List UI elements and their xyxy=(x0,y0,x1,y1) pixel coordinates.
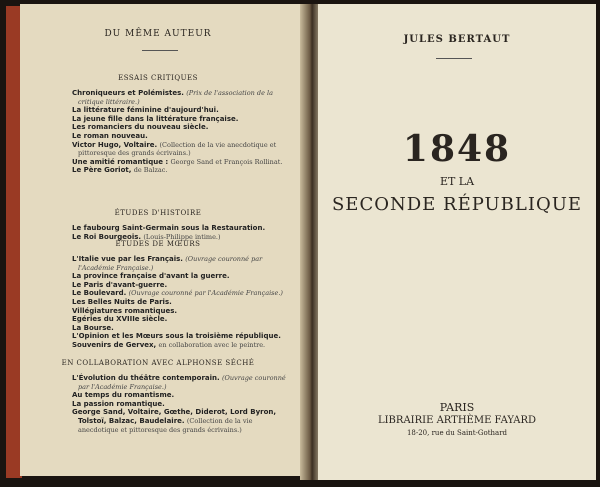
work-title: La littérature féminine d'aujourd'hui. xyxy=(72,106,219,115)
section-list xyxy=(72,255,292,350)
work-title: Egéries du XVIIIe siècle. xyxy=(72,315,168,324)
list-item xyxy=(72,307,292,316)
work-title: Souvenirs de Gervex, xyxy=(72,340,157,349)
work-title: La Bourse. xyxy=(72,323,114,332)
section-list xyxy=(72,374,292,434)
list-item xyxy=(72,224,292,233)
list-item xyxy=(72,374,292,391)
list-item xyxy=(72,255,292,272)
work-title: Une amitié romantique : xyxy=(72,157,169,166)
publisher-address: 18-20, rue du Saint-Gothard xyxy=(406,429,508,437)
title-subtitle: SECONDE RÉPUBLIQUE xyxy=(331,194,583,215)
work-note: de Balzac. xyxy=(133,166,168,175)
work-note: (Ouvrage couronné par l'Académie Française.) xyxy=(78,255,263,272)
list-item xyxy=(72,315,292,324)
work-title: La jeune fille dans la littérature française. xyxy=(72,114,239,123)
section-list xyxy=(72,89,292,175)
work-title: L'Opinion et les Mœurs sous la troisième république. xyxy=(72,332,281,341)
work-note: George Sand et François Rollinat. xyxy=(170,157,283,166)
list-item xyxy=(72,341,292,350)
work-title: Victor Hugo, Voltaire. xyxy=(72,140,158,149)
work-title: L'Évolution du théâtre contemporain. xyxy=(72,374,220,382)
work-title: Le Roi Bourgeois. xyxy=(72,232,142,241)
right-page xyxy=(318,4,596,480)
list-item xyxy=(72,89,292,106)
section-title: ESSAIS CRITIQUES xyxy=(118,74,198,82)
work-note: (Collection de la vie anecdotique et pittoresque des grands écrivains.) xyxy=(78,416,253,434)
list-item xyxy=(72,106,292,115)
list-item xyxy=(72,408,292,434)
work-title: La passion romantique. xyxy=(72,399,165,408)
work-title: Au temps du romantisme. xyxy=(72,391,175,400)
work-title: Les Belles Nuits de Paris. xyxy=(72,297,172,306)
section-title: EN COLLABORATION AVEC ALPHONSE SÉCHÉ xyxy=(61,359,255,367)
work-title: Le faubourg Saint-Germain sous la Restauration. xyxy=(72,224,266,232)
left-page xyxy=(20,4,308,476)
work-note: en collaboration avec le peintre. xyxy=(158,340,266,349)
work-note: (Prix de l'association de la critique littéraire.) xyxy=(78,89,273,106)
list-item xyxy=(72,166,292,175)
section-list xyxy=(72,224,292,241)
list-item xyxy=(72,115,292,124)
list-item xyxy=(72,141,292,158)
work-title: Le Père Goriot, xyxy=(72,166,132,175)
work-title: Le Paris d'avant-guerre. xyxy=(72,280,168,289)
work-title: L'Italie vue par les Français. xyxy=(72,255,183,263)
work-title: Le roman nouveau. xyxy=(72,131,148,140)
left-header: DU MÊME AUTEUR xyxy=(104,29,212,39)
list-item xyxy=(72,400,292,409)
work-title: Le Boulevard. xyxy=(72,289,127,298)
work-note: (Ouvrage couronné par l'Académie Française.) xyxy=(78,374,286,391)
list-item xyxy=(72,132,292,141)
list-item xyxy=(72,289,292,298)
work-title: Les romanciers du nouveau siècle. xyxy=(72,123,209,132)
publisher-name: LIBRAIRIE ARTHÈME FAYARD xyxy=(377,415,537,426)
work-note: (Ouvrage couronné par l'Académie Française.) xyxy=(128,289,283,298)
work-title: George Sand, Voltaire, Gœthe, Diderot, Lord Byron, Tolstoï, Balzac, Baudelaire. xyxy=(72,408,277,425)
work-title: La province française d'avant la guerre. xyxy=(72,272,230,281)
publisher-city: PARIS xyxy=(439,401,475,414)
divider xyxy=(142,50,178,51)
list-item xyxy=(72,391,292,400)
list-item xyxy=(72,324,292,333)
work-title: Villégiatures romantiques. xyxy=(72,306,178,315)
section-title: ÉTUDES D'HISTOIRE xyxy=(114,209,202,217)
title-connector: ET LA xyxy=(439,175,475,188)
list-item xyxy=(72,298,292,307)
work-note: (Collection de la vie anecdotique et pittoresque des grands écrivains.) xyxy=(78,140,277,158)
section-title: ÉTUDES DE MŒURS xyxy=(115,240,201,248)
author: JULES BERTAUT xyxy=(403,34,511,45)
list-item xyxy=(72,272,292,281)
divider xyxy=(436,58,472,59)
work-title: Chroniqueurs et Polémistes. xyxy=(72,89,184,97)
list-item xyxy=(72,332,292,341)
list-item xyxy=(72,123,292,132)
title-year: 1848 xyxy=(402,128,512,170)
work-note: (Louis-Philippe intime.) xyxy=(143,232,221,241)
